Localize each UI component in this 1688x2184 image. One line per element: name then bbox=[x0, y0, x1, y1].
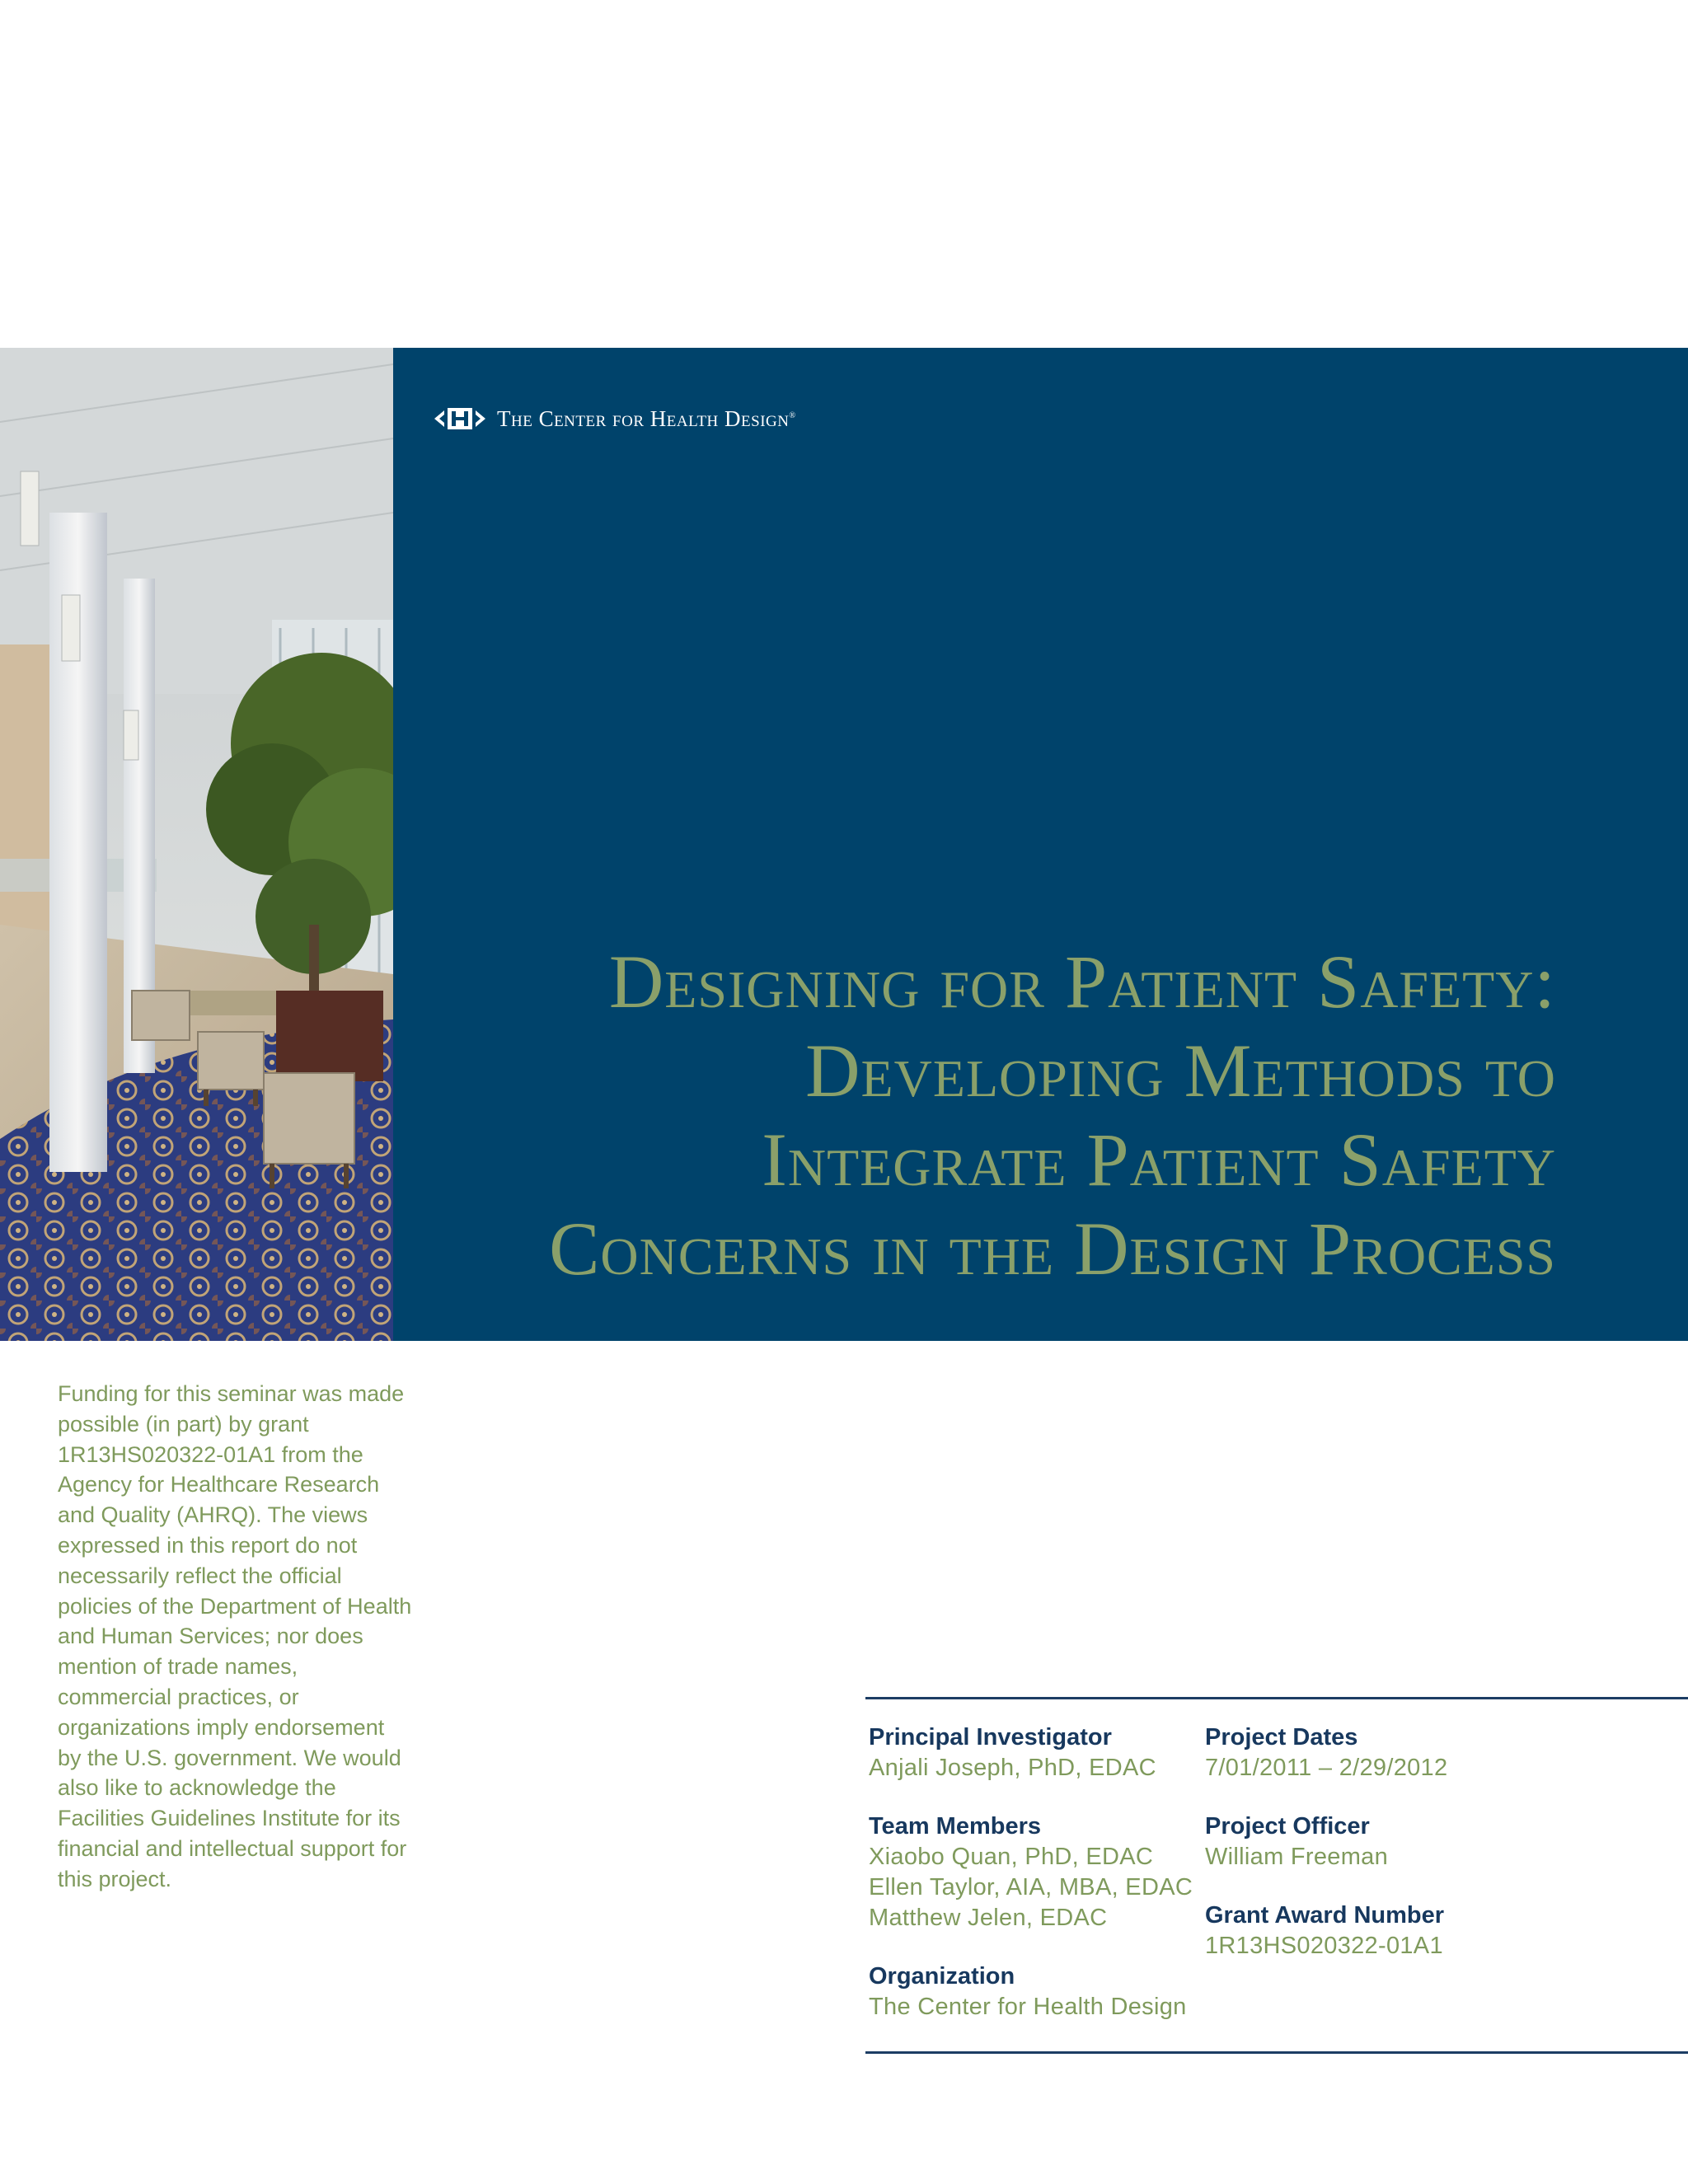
lobby-photo bbox=[0, 348, 393, 1341]
title-line: Designing for Patient Safety: bbox=[608, 940, 1556, 1024]
title-line: Integrate Patient Safety bbox=[762, 1118, 1556, 1202]
title-line: Developing Methods to bbox=[805, 1029, 1556, 1113]
field-value: The Center for Health Design bbox=[869, 1994, 1187, 2020]
team-member: Xiaobo Quan, PhD, EDAC bbox=[869, 1844, 1154, 1870]
field-label: Principal Investigator bbox=[869, 1724, 1112, 1750]
field-label: Organization bbox=[869, 1963, 1015, 1990]
field-value: William Freeman bbox=[1205, 1844, 1389, 1870]
field-label: Team Members bbox=[869, 1813, 1041, 1840]
field-value: 1R13HS020322-01A1 bbox=[1205, 1933, 1443, 1959]
title-line: Concerns in the Design Process bbox=[549, 1207, 1556, 1291]
details-bottom-divider bbox=[865, 2051, 1688, 2054]
team-members bbox=[869, 1811, 1198, 1933]
field-label: Project Officer bbox=[1205, 1813, 1370, 1840]
report-title bbox=[386, 937, 1556, 1293]
field-label: Grant Award Number bbox=[1205, 1902, 1445, 1929]
organization bbox=[869, 1961, 1198, 2022]
principal-investigator bbox=[869, 1722, 1198, 1783]
team-member: Matthew Jelen, EDAC bbox=[869, 1905, 1108, 1931]
team-member: Ellen Taylor, AIA, MBA, EDAC bbox=[869, 1874, 1193, 1900]
lobby-photo-illustration bbox=[0, 348, 393, 1341]
center-for-health-design-logo bbox=[433, 402, 796, 435]
project-dates bbox=[1205, 1722, 1535, 1783]
project-officer bbox=[1205, 1811, 1535, 1872]
details-left-column bbox=[869, 1722, 1198, 2050]
funding-acknowledgement: Funding for this seminar was made possible (in part) by grant 1R13HS020322-01A1 from the Agency for Healthcare Research and Quality (AHRQ). The views expressed in this report do not necessarily reflect the official policies of the Department of Health and Human Services; nor does mention of trade names, commercial practices, or organizations imply endorsement by the U.S. government. We would also like to acknowledge the Facilities Guidelines Institute for its financial and intellectual support for this project. bbox=[58, 1381, 412, 1891]
grant-award-number bbox=[1205, 1900, 1535, 1961]
field-value: 7/01/2011 – 2/29/2012 bbox=[1205, 1755, 1448, 1781]
field-value: Anjali Joseph, PhD, EDAC bbox=[869, 1755, 1156, 1781]
logo-mark-icon bbox=[433, 405, 487, 433]
field-label: Project Dates bbox=[1205, 1724, 1358, 1750]
details-right-column bbox=[1205, 1722, 1535, 1990]
details-top-divider bbox=[865, 1697, 1688, 1699]
cover-banner bbox=[0, 348, 1688, 1341]
logo-wordmark: The Center for Health Design® bbox=[497, 405, 796, 431]
